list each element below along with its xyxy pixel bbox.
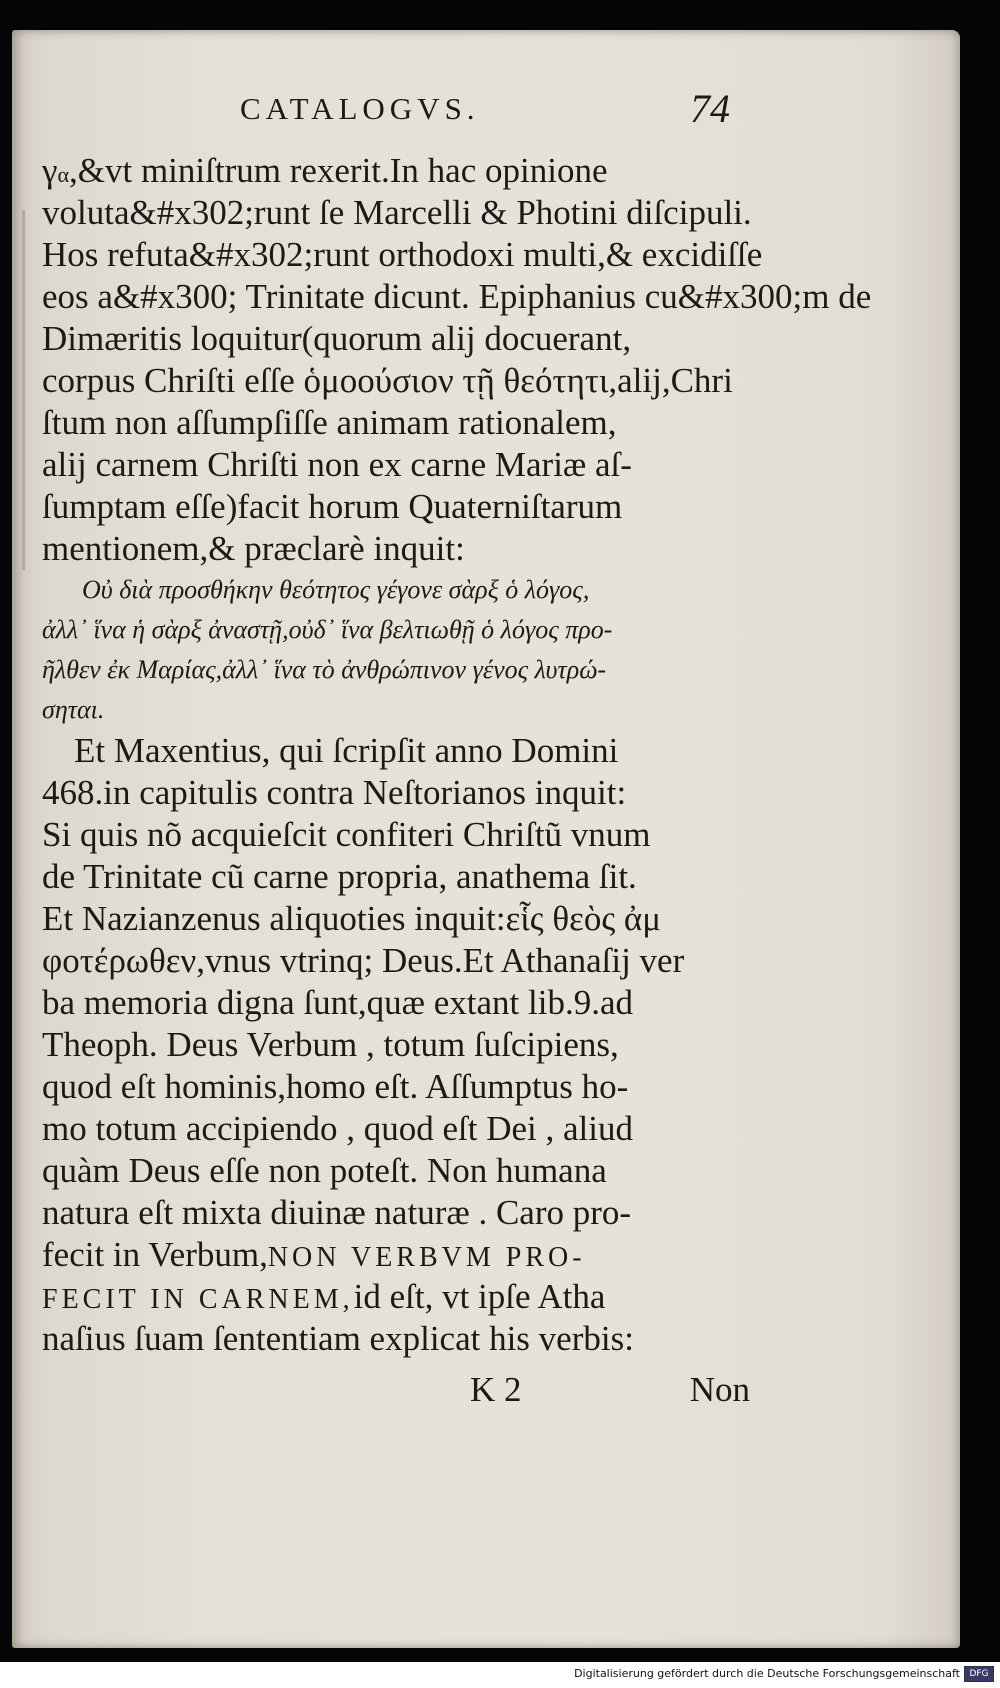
greek-quote-line: Οὐ διὰ προσθήκην θεότητος γέγονε σὰρξ ὁ λόγος,	[82, 575, 590, 604]
body-text	[42, 150, 872, 1360]
text-line: mentionem,& præclarè inquit:	[42, 529, 465, 568]
text-line: Theoph. Deus Verbum , totum ſuſcipiens,	[42, 1025, 619, 1064]
text-line: quàm Deus eſſe non poteſt. Non humana	[42, 1151, 607, 1190]
text-line: Et Maxentius, qui ſcripſit anno Domini	[74, 731, 619, 770]
greek-quote-line: ἀλλ᾽ ἵνα ἡ σὰρξ ἀναστῇ,οὐδ᾽ ἵνα βελτιωθῇ ὁ λόγος προ-	[42, 615, 613, 644]
text-line: Hos refuta&#x302;runt orthodoxi multi,& excidiſſe	[42, 235, 763, 274]
text-line: quod eſt hominis,homo eſt. Aſſumptus ho-	[42, 1067, 629, 1106]
text-line: voluta&#x302;runt ſe Marcelli & Photini diſcipuli.	[42, 193, 752, 232]
text-line: γα,&vt miniſtrum rexerit.In hac opinione	[42, 151, 608, 190]
page-footer	[470, 1370, 750, 1416]
text-line: ba memoria digna ſunt,quæ extant lib.9.ad	[42, 983, 633, 1022]
text-line: alij carnem Chriſti non ex carne Mariæ aſ-	[42, 445, 632, 484]
text-line: corpus Chriſti eſſe ὁμοούσιον τῇ θεότητι,alij,Chri	[42, 361, 733, 400]
text-line: 468.in capitulis contra Neſtorianos inquit:	[42, 773, 627, 812]
text-line: Dimæritis loquitur(quorum alij docuerant,	[42, 319, 632, 358]
text-line: naſius ſuam ſententiam explicat his verbis:	[42, 1319, 634, 1358]
text-line: Si quis nõ acquieſcit confiteri Chriſtũ vnum	[42, 815, 651, 854]
funding-credit: Digitalisierung gefördert durch die Deutsche Forschungsgemeinschaft	[574, 1667, 960, 1680]
small-caps-text: FECIT IN CARNEM,	[42, 1284, 354, 1315]
text-line: Et Nazianzenus aliquoties inquit:εἷς θεὸς ἀμ	[42, 899, 662, 938]
folio-number: 74	[690, 86, 730, 131]
credit-bar	[0, 1662, 1000, 1688]
gutter-shadow	[22, 210, 25, 570]
small-caps-text: NON VERBVM PRO-	[267, 1242, 586, 1273]
text-line: de Trinitate cũ carne propria, anathema ſit.	[42, 857, 637, 896]
text-span: id eſt, vt ipſe Atha	[353, 1277, 606, 1316]
text-line: mo totum accipiendo , quod eſt Dei , aliud	[42, 1109, 633, 1148]
running-title: CATALOGVS.	[240, 91, 480, 126]
greek-quote-line: σηται.	[42, 695, 105, 724]
text-line: φοτέρωθεν,vnus vtrinq; Deus.Et Athanaſij ver	[42, 941, 685, 980]
text-line: ſumptam eſſe)facit horum Quaterniſtarum	[42, 487, 623, 526]
dfg-logo: DFG	[964, 1666, 994, 1682]
text-line: eos a&#x300; Trinitate dicunt. Epiphanius cu&#x300;m de	[42, 277, 872, 316]
text-line: ſtum non aſſumpſiſſe animam rationalem,	[42, 403, 617, 442]
catchword: Non	[689, 1370, 750, 1409]
signature-mark: K 2	[470, 1370, 522, 1409]
text-line	[42, 1234, 752, 1276]
text-span: fecit in Verbum,	[42, 1235, 268, 1274]
text-line: natura eſt mixta diuinæ naturæ . Caro pro-	[42, 1193, 632, 1232]
greek-quote-line: ῆλθεν ἐκ Μαρίας,ἀλλ᾽ ἵνα τὸ ἀνθρώπινον γένος λυτρώ-	[42, 655, 607, 684]
page-header	[230, 85, 750, 135]
text-line	[42, 1276, 752, 1318]
